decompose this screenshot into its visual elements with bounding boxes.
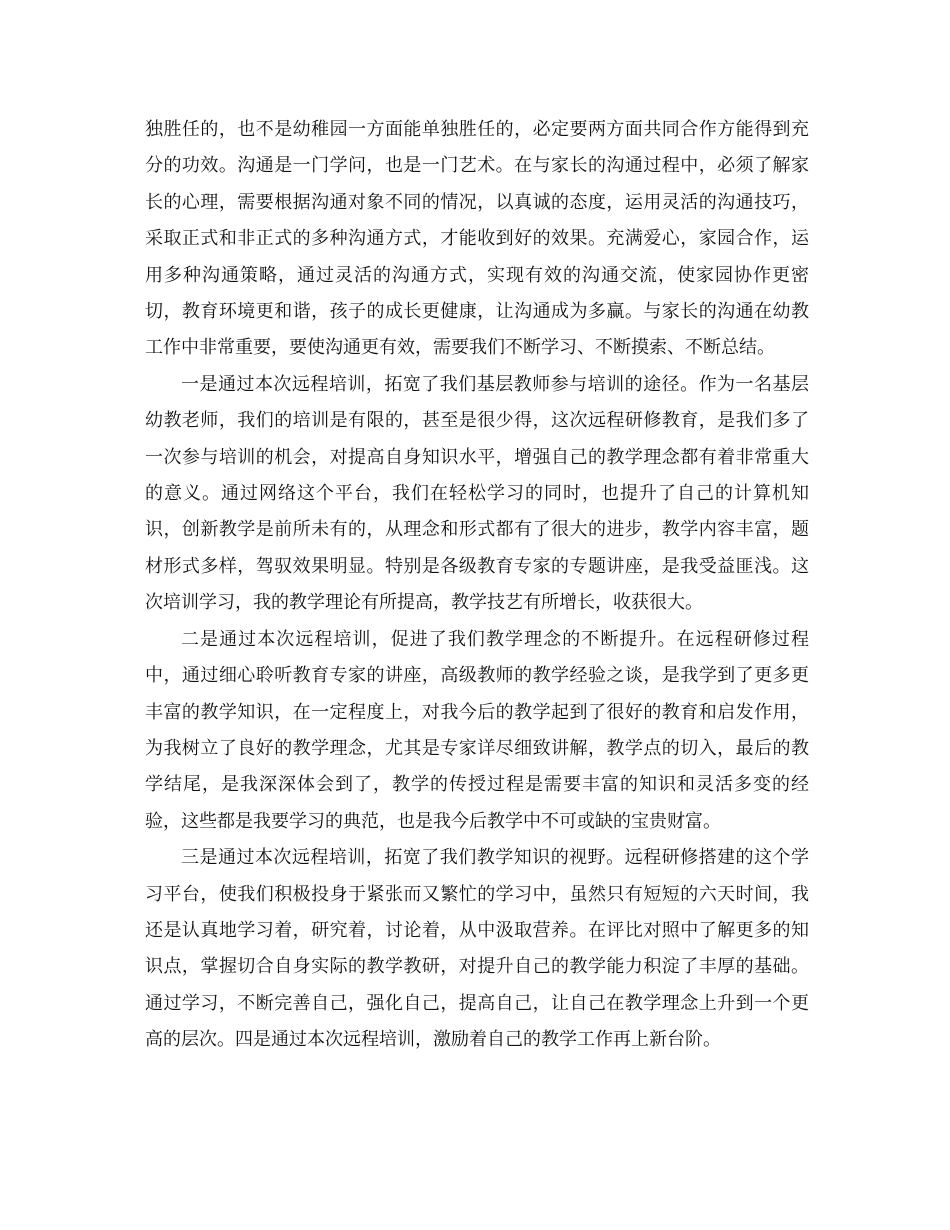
document-body: [145, 112, 809, 1059]
paragraph-third-point: 三是通过本次远程培训，拓宽了我们教学知识的视野。远程研修搭建的这个学习平台，使我们积极投身于紧张而又繁忙的学习中，虽然只有短短的六天时间，我还是认真地学习着，研究着，讨论着，从中汲取营养。在评比对照中了解更多的知识点，掌握切合自身实际的教学教研，对提升自己的教学能力积淀了丰厚的基础。通过学习，不断完善自己，强化自己，提高自己，让自己在教学理念上升到一个更高的层次。四是通过本次远程培训，激励着自己的教学工作再上新台阶。: [145, 847, 809, 1051]
paragraph-first-point: 一是通过本次远程培训，拓宽了我们基层教师参与培训的途径。作为一名基层幼教老师，我们的培训是有限的，甚至是很少得，这次远程研修教育，是我们多了一次参与培训的机会，对提高自身知识水平，增强自己的教学理念都有着非常重大的意义。通过网络这个平台，我们在轻松学习的同时，也提升了自己的计算机知识，创新教学是前所未有的，从理念和形式都有了很大的进步，教学内容丰富，题材形式多样，驾驭效果明显。特别是各级教育专家的专题讲座，是我受益匪浅。这次培训学习，我的教学理论有所提高，教学技艺有所增长，收获很大。: [145, 373, 809, 614]
paragraph-second-point: 二是通过本次远程培训，促进了我们教学理念的不断提升。在远程研修过程中，通过细心聆听教育专家的讲座，高级教师的教学经验之谈，是我学到了更多更丰富的教学知识，在一定程度上，对我今后的教学起到了很好的教育和启发作用，为我树立了良好的教学理念，尤其是专家详尽细致讲解，教学点的切入，最后的教学结尾，是我深深体会到了，教学的传授过程是需要丰富的知识和灵活多变的经验，这些都是我要学习的典范，也是我今后教学中不可或缺的宝贵财富。: [145, 628, 809, 832]
paragraph-continuation: 独胜任的，也不是幼稚园一方面能单独胜任的，必定要两方面共同合作方能得到充分的功效。沟通是一门学问，也是一门艺术。在与家长的沟通过程中，必须了解家长的心理，需要根据沟通对象不同的情况，以真诚的态度，运用灵活的沟通技巧，采取正式和非正式的多种沟通方式，才能收到好的效果。充满爱心，家园合作，运用多种沟通策略，通过灵活的沟通方式，实现有效的沟通交流，使家园协作更密切，教育环境更和谐，孩子的成长更健康，让沟通成为多赢。与家长的沟通在幼教工作中非常重要，要使沟通更有效，需要我们不断学习、不断摸索、不断总结。: [145, 119, 809, 359]
